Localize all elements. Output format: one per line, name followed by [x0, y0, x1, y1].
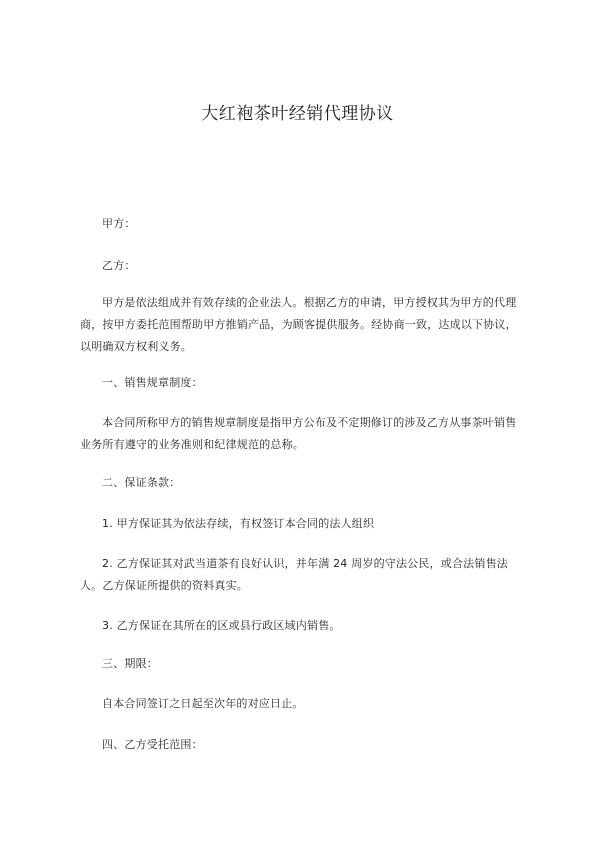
party-b-line: 乙方： — [102, 259, 136, 272]
section-3-heading: 三、期限： — [102, 657, 158, 670]
intro-paragraph: 甲方是依法组成并有效存续的企业法人。根据乙方的申请，甲方授权其为甲方的代理商，按甲方委托范围帮助甲方推销产品，为顾客提供服务。经协商一致，达成以下协议，以明确双方权利义务。 — [80, 296, 517, 353]
section-2-item-3: 3. 乙方保证在其所在的区或县行政区域内销售。 — [102, 619, 341, 632]
section-2-item-2: 2. 乙方保证其对武当道茶有良好认识，并年满 24 周岁的守法公民，或合法销售法人。乙方保证所提供的资料真实。 — [80, 557, 508, 592]
section-1-heading: 一、销售规章制度： — [102, 376, 203, 389]
section-3-body: 自本合同签订之日起至次年的对应日止。 — [102, 697, 304, 710]
party-a-line: 甲方： — [102, 217, 136, 230]
section-2-item-1: 1. 甲方保证其为依法存续，有权签订本合同的法人组织 — [102, 517, 375, 530]
section-1-body: 本合同所称甲方的销售规章制度是指甲方公布及不定期修订的涉及乙方从事茶叶销售业务所有遵守的业务准则和纪律规范的总称。 — [80, 416, 517, 451]
section-4-heading: 四、乙方受托范围： — [102, 738, 203, 751]
document-title: 大红袍茶叶经销代理协议 — [201, 104, 394, 124]
section-2-heading: 二、保证条款： — [102, 476, 181, 489]
